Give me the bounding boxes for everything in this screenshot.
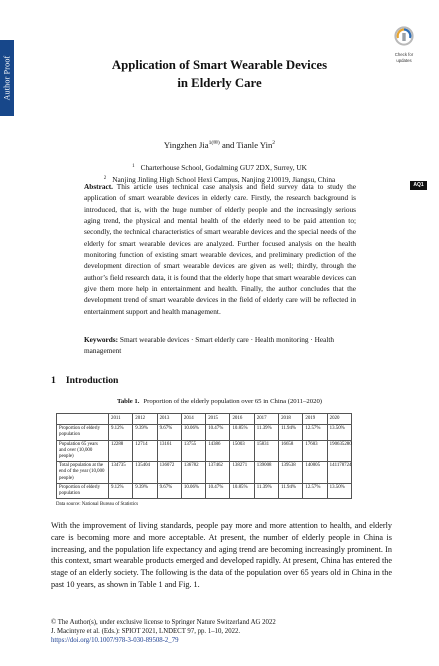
year-header: 2013 (157, 414, 181, 425)
affiliation-1-text: Charterhouse School, Godalming GU7 2DX, Surrey, UK (140, 163, 307, 172)
abstract (84, 181, 356, 317)
table-cell: 134735 (109, 462, 133, 484)
table-cell: 9.12% (109, 483, 133, 498)
population-table (56, 413, 352, 499)
table-cell: 11.94% (279, 483, 303, 498)
table-cell: 136072 (157, 462, 181, 484)
author-2-sup: 2 (272, 140, 276, 147)
table-row (57, 440, 352, 462)
affiliation-2-number: 2 (103, 175, 107, 181)
keywords-text: Smart wearable devices · Smart elderly care · Health monitoring · Health management (84, 335, 335, 356)
author-1-sup: 1(✉) (208, 140, 220, 147)
table-cell: 138271 (230, 462, 254, 484)
row-label: Proportion of elderly population (57, 483, 109, 498)
author-proof-label: Author Proof (2, 55, 12, 101)
table-label: Table 1. (116, 398, 140, 405)
year-header: 2019 (303, 414, 327, 425)
table-cell: 190635280 (327, 440, 351, 462)
author-list (0, 140, 439, 150)
year-header: 2020 (327, 414, 351, 425)
table-cell: 13.50% (327, 425, 351, 440)
copyright-footer (51, 618, 276, 646)
table-cell: 139538 (279, 462, 303, 484)
abstract-label: Abstract. (84, 182, 113, 191)
author-2-name: Tianle Yin (236, 140, 273, 150)
table-cell: 10.85% (230, 483, 254, 498)
table-cell: 13.50% (327, 483, 351, 498)
author-and: and (221, 140, 235, 150)
table-cell: 9.39% (133, 483, 157, 498)
table-cell: 13755 (181, 440, 205, 462)
table-cell: 16658 (279, 440, 303, 462)
table-row (57, 462, 352, 484)
row-label: Proportion of elderly population (57, 425, 109, 440)
title-line-1: Application of Smart Wearable Devices (111, 58, 328, 72)
table-cell: 9.67% (157, 483, 181, 498)
table-caption-text: Proportion of the elderly population over 65 in China (2011–2020) (143, 398, 323, 405)
year-header: 2012 (133, 414, 157, 425)
year-header: 2011 (109, 414, 133, 425)
abstract-text: This article uses technical case analysis and field survey data to study the application of smart wearable devices in elderly care. Firstly, the research background is introduced, that is, with the huge number of elderly people and the increasingly serious aging trend, the physical and mental health of the elderly need to be paid attention to; secondly, the technical characteristics of smart wearable devices and the special needs of the elderly for smart wearable devices are analyzed. Further focused analysis on the health monitoring function of existing smart wearable devices, and preliminary prediction of the development direction of smart wearable devices are given as well; thirdly, through the author’s field research data, it is found that the elderly hope that smart wearable devices can give them more help in entertainment and health. Finally, the author concludes that the development trend of smart wearable devices in the field of elderly care will be reflected in entertainment support and health management. (84, 182, 356, 316)
table-cell: 10.47% (206, 425, 230, 440)
table-source: Data source: National Bureau of Statistics (56, 502, 139, 507)
footer-citation: J. Macintyre et al. (Eds.): SPIOT 2021, LNDECT 97, pp. 1–10, 2022. (51, 628, 241, 636)
table-cell: 13161 (157, 440, 181, 462)
paper-title (0, 57, 439, 92)
affiliation-1-number: 1 (132, 163, 135, 169)
update-badge-line1: Check for (394, 52, 414, 57)
footer-copyright: © The Author(s), under exclusive license to Springer Nature Switzerland AG 2022 (51, 619, 276, 626)
table-row (57, 483, 352, 498)
keywords (84, 334, 356, 357)
table-cell: 10.85% (230, 425, 254, 440)
table-cell: 11.39% (254, 425, 278, 440)
year-header: 2018 (279, 414, 303, 425)
table-cell: 135404 (133, 462, 157, 484)
table-cell: 14386 (206, 440, 230, 462)
table-cell: 136782 (181, 462, 205, 484)
body-paragraph: With the improvement of living standards, people pay more and more attention to health, and elderly care is becoming more and more acceptable. At present, the number of elderly people in China is increasing, and the population life expectancy and aging trend are becoming increasingly prominent. In this context, smart wearable products emerged and developed rapidly. At present, China has entered the stage of an elderly society. The following is the data of the population over 65 years old in China in the past 10 years, as shown in Table 1 and Fig. 1. (51, 521, 392, 589)
year-header: 2014 (181, 414, 205, 425)
author-query-tag[interactable]: AQ1 (410, 181, 427, 190)
table-cell: 12.57% (303, 483, 327, 498)
year-header: 2015 (206, 414, 230, 425)
section-number: 1 (51, 375, 56, 386)
table-cell: 11.39% (254, 483, 278, 498)
table-cell: 17603 (303, 440, 327, 462)
affiliation-1 (0, 163, 439, 172)
table-cell: 12.57% (303, 425, 327, 440)
table-header-row (57, 414, 352, 425)
author-1-name: Yingzhen Jia (163, 140, 209, 150)
table-cell: 140005 (303, 462, 327, 484)
affiliation-2-text: Nanjing Jinling High School Hexi Campus, Nanjing 210019, Jiangsu, China (112, 175, 336, 184)
table-cell: 10.06% (181, 425, 205, 440)
table-cell: 10.06% (181, 483, 205, 498)
table-cell: 15831 (254, 440, 278, 462)
doi-link[interactable]: https://doi.org/10.1007/978-3-030-89508-2_79 (51, 637, 179, 645)
row-label: Population 65 years and over (10,000 people) (57, 440, 109, 462)
keywords-label: Keywords: (84, 335, 119, 344)
table-cell: 139008 (254, 462, 278, 484)
table-cell: 9.39% (133, 425, 157, 440)
table-cell: 11.94% (279, 425, 303, 440)
table-cell: 10.47% (206, 483, 230, 498)
update-badge-line2: updates (396, 58, 412, 63)
table-cell: 137462 (206, 462, 230, 484)
section-title: Introduction (65, 375, 119, 386)
section-heading (51, 375, 118, 386)
update-icon (394, 26, 414, 46)
table-cell: 15003 (230, 440, 254, 462)
year-header: 2016 (230, 414, 254, 425)
table-cell: 9.12% (109, 425, 133, 440)
table-corner-cell (57, 414, 109, 425)
table-caption (0, 398, 439, 405)
table-cell: 12714 (133, 440, 157, 462)
row-label: Total population at the end of the year (10,000 people) (57, 462, 109, 484)
table-cell: 12288 (109, 440, 133, 462)
title-line-2: in Elderly Care (177, 75, 262, 90)
table-cell: 141178724 (327, 462, 351, 484)
year-header: 2017 (254, 414, 278, 425)
table-cell: 9.67% (157, 425, 181, 440)
table-row (57, 425, 352, 440)
